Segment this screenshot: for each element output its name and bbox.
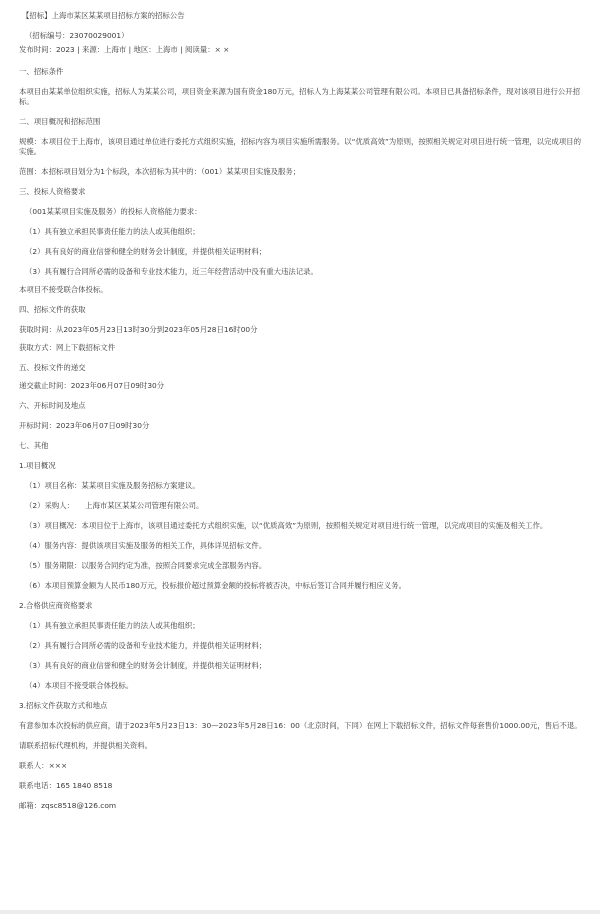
- contact-email: 邮箱：zqsc8518@126.com: [19, 801, 117, 810]
- subsection-heading: 2.合格供应商资格要求: [19, 601, 93, 610]
- list-item: （2）具有履行合同所必需的设备和专业技术能力，并提供相关证明材料；: [25, 641, 267, 650]
- announcement-title: 【招标】上海市某区某某项目招标方案的招标公告: [22, 11, 185, 20]
- section-text: 获取方式：网上下载招标文件: [19, 343, 116, 352]
- section-text: 范围：本招标项目划分为1个标段，本次招标为其中的：（001）某某项目实施及服务；: [19, 167, 301, 176]
- subsection-heading: 3.招标文件获取方式和地点: [19, 701, 108, 710]
- list-item: （5）服务期限：以服务合同约定为准，按照合同要求完成全部服务内容。: [25, 561, 267, 570]
- contact-phone: 联系电话：165 1840 8518: [19, 781, 113, 790]
- project-number: （招标编号：23070029001）: [25, 31, 129, 40]
- section-text: 本项目不接受联合体投标。: [19, 285, 108, 294]
- section-heading: 七、其他: [19, 441, 49, 450]
- list-item: （6）本项目预算金额为人民币180万元，投标报价超过预算金额的投标将被否决，中标后签订合同并履行相应义务。: [25, 581, 406, 590]
- list-item: （4）服务内容：提供该项目实施及服务的相关工作，具体详见招标文件。: [25, 541, 267, 550]
- section-text: 开标时间：2023年06月07日09时30分: [19, 421, 150, 430]
- page-bottom-divider: [0, 910, 600, 914]
- section-heading: 五、投标文件的递交: [19, 363, 86, 372]
- section-text: 获取时间：从2023年05月23日13时30分到2023年05月28日16时00分: [19, 325, 258, 334]
- meta-line: 发布时间：2023 | 来源：上海市 | 地区：上海市 | 阅读量：× ×: [19, 45, 230, 54]
- section-text: 请联系招标代理机构，并提供相关资料。: [19, 741, 153, 750]
- section-heading: 四、招标文件的获取: [19, 305, 86, 314]
- section-heading: 一、招标条件: [19, 67, 64, 76]
- subsection-heading: 1.项目概况: [19, 461, 56, 470]
- list-item: （3）项目概况：本项目位于上海市，该项目通过委托方式组织实施，以“优质高效”为原则，按照相关规定对项目进行统一管理，以完成项目的实施及相关工作。: [25, 521, 548, 530]
- section-heading: 二、项目概况和招标范围: [19, 117, 101, 126]
- list-item: （1）具有独立承担民事责任能力的法人或其他组织；: [25, 621, 200, 630]
- list-item: （3）具有良好的商业信誉和健全的财务会计制度，并提供相关证明材料；: [25, 661, 267, 670]
- requirement-item: （1）具有独立承担民事责任能力的法人或其他组织；: [25, 227, 200, 236]
- list-item: （2）采购人： 上海市某区某某公司管理有限公司。: [25, 501, 204, 510]
- section-heading: 三、投标人资格要求: [19, 187, 86, 196]
- list-item: （4）本项目不接受联合体投标。: [25, 681, 134, 690]
- section-heading: 六、开标时间及地点: [19, 401, 86, 410]
- section-text: （001某某项目实施及服务）的投标人资格能力要求：: [25, 207, 202, 216]
- contact-person: 联系人：×××: [19, 761, 68, 770]
- section-text: 有意参加本次投标的供应商，请于2023年5月23日13：30—2023年5月28日16：00（北京时间，下同）在网上下载招标文件，招标文件每套售价1000.00元，售后不退。: [19, 721, 582, 730]
- section-text: 规模：本项目位于上海市，该项目通过单位进行委托方式组织实施，招标内容为项目实施所需服务。以“优质高效”为原则，按照相关规定对项目进行统一管理，以完成项目的实施。: [19, 137, 581, 156]
- requirement-item: （2）具有良好的商业信誉和健全的财务会计制度，并提供相关证明材料；: [25, 247, 267, 256]
- section-text: 本项目由某某单位组织实施，招标人为某某公司，项目资金来源为国有资金180万元，招标人为上海某某公司管理有限公司。本项目已具备招标条件，现对该项目进行公开招标。: [19, 87, 581, 106]
- section-text: 递交截止时间：2023年06月07日09时30分: [19, 381, 165, 390]
- requirement-item: （3）具有履行合同所必需的设备和专业技术能力，近三年经营活动中没有重大违法记录。: [25, 267, 318, 276]
- list-item: （1）项目名称：某某项目实施及服务招标方案建议。: [25, 481, 200, 490]
